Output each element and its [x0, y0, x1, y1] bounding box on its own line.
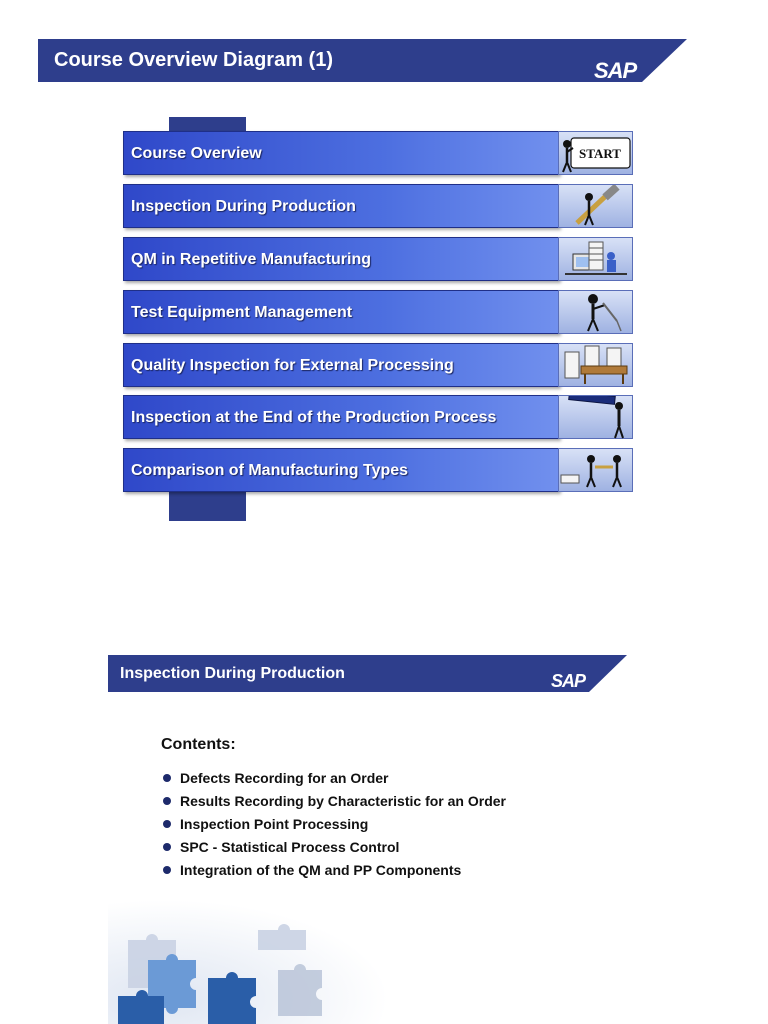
course-item-inspection-during-production[interactable]	[123, 184, 559, 228]
sap-logo: SAP	[551, 671, 586, 691]
slide1-title: Course Overview Diagram (1)	[54, 49, 333, 71]
contents-heading: Contents:	[161, 736, 236, 753]
course-item-quality-inspection-external[interactable]	[123, 343, 559, 387]
slide2-title: Inspection During Production	[120, 665, 345, 682]
bullet-icon	[163, 820, 171, 828]
hammer-figure-icon	[558, 184, 633, 228]
list-item	[163, 815, 508, 833]
course-item-comparison-manufacturing-types[interactable]	[123, 448, 559, 492]
course-item-label: Test Equipment Management	[131, 304, 353, 321]
course-item-label: Inspection During Production	[131, 198, 356, 215]
contents-list	[163, 769, 508, 884]
start-sign-icon	[558, 131, 633, 175]
list-item-text: Results Recording by Characteristic for an Order	[180, 793, 506, 809]
list-item-text: Integration of the QM and PP Components	[180, 862, 462, 878]
course-item-label: Quality Inspection for External Processing	[131, 357, 454, 374]
comparing-figures-icon	[558, 448, 633, 492]
course-item-label: QM in Repetitive Manufacturing	[131, 251, 372, 268]
course-item-label: Inspection at the End of the Production Process	[131, 409, 497, 426]
list-item	[163, 861, 508, 879]
timeline-stem-bottom	[169, 489, 246, 521]
puzzle-pieces-decoration	[108, 900, 388, 1024]
list-item-text: SPC - Statistical Process Control	[180, 839, 400, 855]
list-item	[163, 838, 508, 856]
slide2-header-banner	[108, 655, 550, 692]
list-item	[163, 769, 508, 787]
course-item-inspection-end-of-production[interactable]	[123, 395, 559, 439]
start-sign-text: START	[579, 146, 621, 161]
tool-figure-icon	[558, 290, 633, 334]
course-item-test-equipment-management[interactable]	[123, 290, 559, 334]
slide1-header-banner	[38, 39, 594, 82]
course-item-qm-repetitive-manufacturing[interactable]	[123, 237, 559, 281]
telescope-figure-icon	[558, 395, 633, 439]
bullet-icon	[163, 843, 171, 851]
course-item-label: Course Overview	[131, 145, 262, 162]
course-item-course-overview[interactable]	[123, 131, 559, 175]
bullet-icon	[163, 774, 171, 782]
list-item-text: Inspection Point Processing	[180, 816, 369, 832]
paper-stacks-desk-icon	[558, 343, 633, 387]
bullet-icon	[163, 866, 171, 874]
bullet-icon	[163, 797, 171, 805]
sap-logo: SAP	[594, 58, 637, 83]
list-item-text: Defects Recording for an Order	[180, 770, 389, 786]
list-item	[163, 792, 508, 810]
computer-desk-icon	[558, 237, 633, 281]
course-item-label: Comparison of Manufacturing Types	[131, 462, 409, 479]
